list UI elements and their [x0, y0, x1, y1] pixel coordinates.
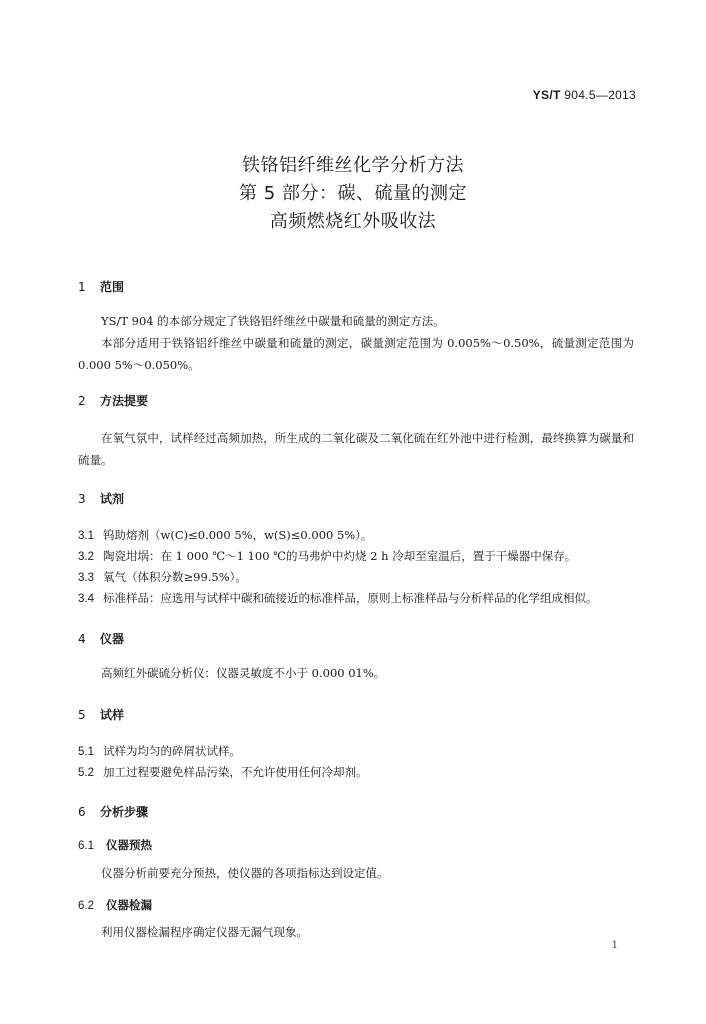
page-number: 1	[611, 940, 618, 951]
warmup-paragraph: 仪器分析前要充分预热，使仪器的各项指标达到设定值。	[101, 866, 389, 880]
item-number: 5.2	[78, 767, 94, 779]
section-number: 5	[78, 708, 86, 722]
reagent-item	[78, 590, 598, 606]
item-text: 陶瓷坩埚：在 1 000 ℃～1 100 ℃的马弗炉中灼烧 2 h 冷却至室温后，置于干燥器中保存。	[103, 549, 577, 563]
standard-number: 904.5—2013	[564, 88, 636, 102]
item-number: 3.1	[78, 530, 94, 542]
subsection-heading-warmup	[78, 837, 152, 853]
subsection-label: 仪器检漏	[106, 898, 152, 912]
reagent-item	[78, 569, 247, 585]
subsection-number: 6.2	[78, 900, 94, 912]
item-text: 钨助熔剂（w(C)≤0.000 5%，w(S)≤0.000 5%）。	[103, 528, 373, 542]
section-number: 2	[78, 394, 86, 408]
section-number: 3	[78, 492, 86, 506]
section-label: 试剂	[100, 492, 125, 506]
section-heading-principle	[78, 392, 148, 409]
item-number: 3.3	[78, 572, 94, 584]
sample-item	[78, 764, 368, 780]
section-heading-procedure	[78, 803, 148, 820]
leak-check-paragraph: 利用仪器检漏程序确定仪器无漏气现象。	[101, 925, 308, 939]
scope-paragraph-1: YS/T 904 的本部分规定了铁铬铝纤维丝中碳量和硫量的测定方法。	[101, 314, 445, 328]
subsection-label: 仪器预热	[106, 838, 152, 852]
section-label: 分析步骤	[100, 805, 149, 819]
document-title	[0, 152, 706, 236]
section-label: 范围	[100, 280, 125, 294]
reagent-item	[78, 527, 372, 543]
section-heading-scope	[78, 278, 124, 295]
scope-paragraph-2: 本部分适用于铁铬铝纤维丝中碳量和硫量的测定，碳量测定范围为 0.005%～0.50%，硫量测定范围为 0.000 5%～0.050%。	[78, 336, 634, 372]
item-number: 3.2	[78, 551, 94, 563]
section-label: 试样	[100, 708, 125, 722]
standard-code	[533, 88, 636, 102]
item-number: 5.1	[78, 746, 94, 758]
section-number: 6	[78, 805, 86, 819]
reagent-item	[78, 548, 576, 564]
item-number: 3.4	[78, 593, 94, 605]
item-text: 试样为均匀的碎屑状试样。	[103, 744, 241, 758]
item-text: 氧气（体积分数≥99.5%）。	[103, 570, 247, 584]
sample-item	[78, 743, 241, 759]
section-label: 仪器	[100, 632, 125, 646]
instrument-paragraph: 高频红外碳硫分析仪：仪器灵敏度不小于 0.000 01%。	[101, 666, 386, 680]
title-line-1: 铁铬铝纤维丝化学分析方法	[242, 155, 464, 176]
section-label: 方法提要	[100, 394, 149, 408]
subsection-heading-leak-check	[78, 897, 152, 913]
section-heading-instrument	[78, 630, 124, 647]
subsection-number: 6.1	[78, 840, 94, 852]
item-text: 标准样品：应选用与试样中碳和硫接近的标准样品，原则上标准样品与分析样品的化学组成相似。	[103, 591, 598, 605]
section-heading-sample	[78, 706, 124, 723]
standard-prefix: YS/T	[532, 88, 561, 102]
item-text: 加工过程要避免样品污染，不允许使用任何冷却剂。	[103, 765, 368, 779]
title-line-2: 第 5 部分：碳、硫量的测定	[239, 183, 467, 204]
section-heading-reagents	[78, 490, 124, 507]
title-line-3: 高频燃烧红外吸收法	[269, 211, 437, 232]
section-number: 4	[78, 632, 86, 646]
principle-paragraph: 在氧气氛中，试样经过高频加热，所生成的二氧化碳及二氧化硫在红外池中进行检测，最终换算为碳量和硫量。	[78, 431, 634, 467]
section-number: 1	[78, 280, 86, 294]
